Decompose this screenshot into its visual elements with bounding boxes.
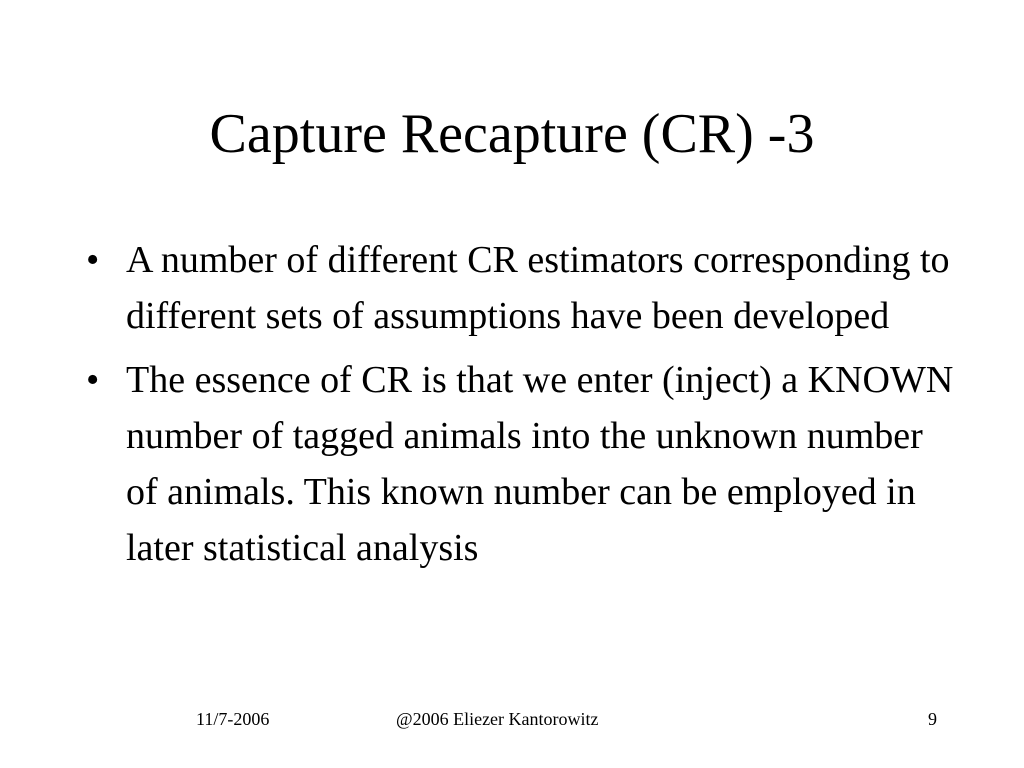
bullet-list	[84, 232, 954, 584]
bullet-text: A number of different CR estimators corresponding to different sets of assumptions have been developed	[126, 239, 950, 337]
bullet-item	[84, 232, 954, 344]
bullet-text: The essence of CR is that we enter (inject) a KNOWN number of tagged animals into the unknown number of animals. This known number can be employed in later statistical analysis	[126, 359, 954, 569]
bullet-item	[84, 352, 954, 576]
bullet-marker: •	[86, 239, 100, 281]
bullet-marker: •	[86, 359, 100, 401]
footer-author: @2006 Eliezer Kantorowitz	[396, 709, 599, 729]
footer-date: 11/7-2006	[196, 709, 270, 729]
page-number: 9	[928, 709, 937, 729]
slide-title: Capture Recapture (CR) -3	[209, 103, 815, 165]
